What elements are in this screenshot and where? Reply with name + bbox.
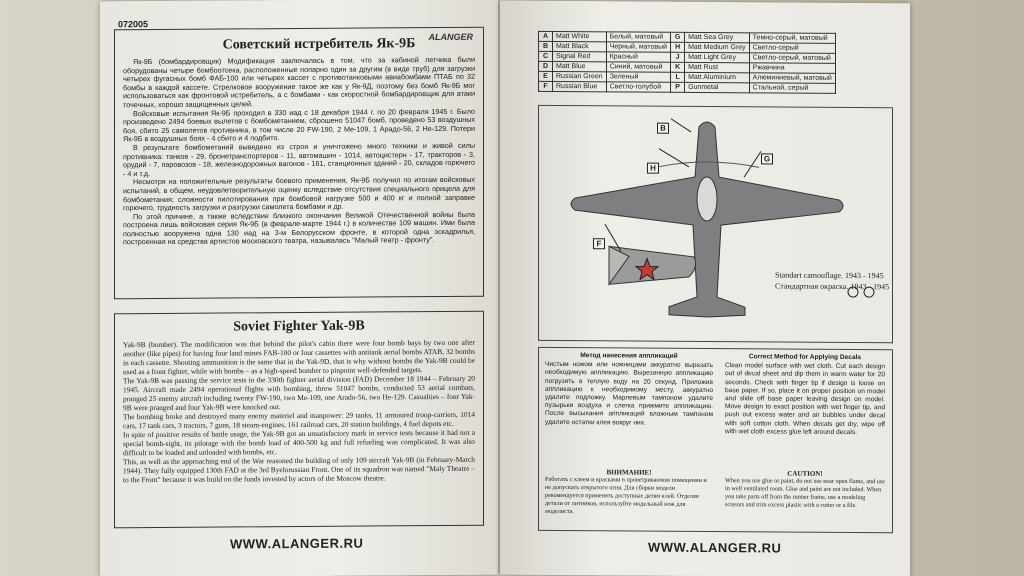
website-url: WWW.ALANGER.RU (230, 535, 364, 552)
decal-method-ru (545, 352, 713, 428)
paint-cell-code2: J (671, 52, 685, 62)
paint-cell-en2: Matt Rust (685, 62, 750, 72)
paint-cell-code: C (539, 51, 553, 61)
decal-method-ru-title: Метод нанесения аппликаций (580, 352, 678, 360)
en-paragraph: The bombing broke and destroyed many enemy materiel and manpower: 29 tanks, 11 armoured troop-carriers, 1014 cars, 17 tank cars, 3 tractors, 7 guns, 18 steam-engines, 161 railroad cars, 20 station buildings, 4 fuel depots etc. (123, 409, 475, 431)
ru-paragraph: По этой причине, а также вследствие близкого окончания Великой Отечественной войны была построена лишь войсковая серия Як-9Б (в феврале-марте 1944 г.) в количестве 109 машин. Ими была полностью вооружена одна 130 иад на 3-м Белорусском фронте, в которой одна эскадрилья, построенная на средства артистов московского театра, называлась "Малый театр - фронту". (123, 209, 475, 247)
instruction-page-left (100, 0, 498, 576)
paint-cell-en: Signal Red (553, 51, 607, 61)
caution-en-text: When you use glue or paint, do not use near open flame, and use in well ventilated room. Glue and paint are not included. When you take parts off from the runner frame, use a modeling scissors and trim excess plastic with a cutter or a file. (725, 477, 885, 510)
camouflage-diagram (538, 105, 893, 343)
caution-en (725, 469, 885, 510)
paint-cell-ru: Черный, матовый (606, 42, 670, 52)
kit-number: 072005 (118, 19, 149, 30)
paint-cell-code2: G (671, 32, 685, 42)
decal-method-en-text: Clean model surface with wet cloth. Cut each design out of decal sheet and dip them in warm water for 20 seconds. Check with finger tip if design is loose on base paper. If so, place it on proper position on model and slide off base paper leaving design on model. Move design to exact position with wet finger tip, and push out excess water and air bubbles under decal with soft cotton cloth. When decals get dry, wipe off with wet cloth excess glue left around decals. (725, 362, 885, 436)
paint-cell-code: B (539, 41, 553, 51)
english-title: Soviet Fighter Yak-9B (233, 318, 365, 335)
paint-cell-en2: Matt Light Grey (685, 52, 750, 62)
paint-cell-ru: Красный (606, 52, 670, 62)
paint-cell-ru2: Ржавчина (749, 63, 835, 74)
paint-color-row (539, 81, 836, 93)
callout-b: B (657, 123, 669, 134)
paint-cell-ru2: Алюминиевый, матовый (749, 73, 835, 84)
callout-g: G (761, 153, 773, 164)
en-paragraph: Yak-9B (bomber). The modification was that behind the pilot's cabin there were four bomb bays by two one after another (like pipes) for having four land mines FAB-100 or four cassettes with antitank aerial bombs ATAB, 32 bombs in each cassette. Shooting ammunition is the same that in the Yak-9D, that is why without bombs the Yak-9B could be used as a front fighter, while with bombs – as a high-speed bomber to pinpoint well-defended targets. (123, 337, 475, 377)
caution-en-title: CAUTION! (787, 469, 823, 478)
paint-cell-ru2: Светло-серый (749, 43, 835, 54)
paint-cell-en2: Matt Aluminium (685, 72, 750, 82)
paint-cell-ru2: Темно-серый, матовый (749, 33, 835, 44)
paint-cell-code: D (539, 61, 553, 71)
paint-color-table (538, 31, 836, 94)
caution-ru-title: ВНИМАНИЕ! (606, 468, 652, 477)
paint-cell-en: Matt Blue (553, 61, 607, 71)
yak-9b-side-detail (609, 246, 696, 285)
paint-cell-ru: Зеленый (606, 72, 670, 82)
ru-paragraph: Як-9Б (бомбардировщик) Модификация заключалась в том, что за кабиной летчика были оборудованы четыре бомбоотсека, расположенные попарно один за другим (в виде труб) для загрузки четырех фугасных бомб ФАБ-100 или четырех кассет с противотанковыми авиабомбами ПТАБ по 32 бомбы в каждой кассете. Стрелковое вооружение такое же как у Як-9Д, поэтому без бомб Як-9Б мог использоваться как фронтовой истребитель, а с бомбами - как скоростной бомбардировщик для атаки точечных, хорошо защищенных целей. (123, 54, 475, 110)
decal-method-en-title: Correct Method for Applying Decals (748, 353, 862, 362)
website-url: WWW.ALANGER.RU (648, 539, 782, 556)
paint-cell-en2: Matt Medium Grey (685, 42, 750, 52)
english-history-box (114, 311, 484, 529)
decal-instructions-box (538, 347, 893, 533)
paint-cell-en: Matt Black (553, 41, 607, 51)
paint-cell-code2: P (671, 82, 685, 92)
paint-cell-en: Matt White (553, 31, 607, 41)
caution-ru-text: Работать с клеем и красками в проветриваемом помещении и не допускать открытого огня. Для сборки модели рекомендуется применять доступные детям клей. Отделяя детали от литников, используйте модельный нож для моделиста. (545, 475, 707, 516)
camouflage-label (775, 269, 889, 292)
paint-cell-ru: Светло-голубой (606, 82, 670, 92)
alanger-logo: ALANGER (428, 31, 473, 43)
paint-cell-en2: Matt Sea Grey (685, 32, 750, 42)
english-history-text (123, 338, 475, 484)
paint-cell-code2: K (671, 62, 685, 72)
paint-cell-ru: Белый, матовый (606, 32, 670, 42)
caution-ru (545, 468, 713, 517)
en-paragraph: This, as well as the approaching end of the War reasoned the building of only 109 aircraft Yak-9B (in February-March 1944). They fully equipped 130th FAD at the 3rd Byelorussian Front. One of its squadron was named "Maly Theatre – to the Front" because it was build on the funds invested by actors of the Moscow theatre. (123, 454, 475, 485)
russian-history-text (123, 56, 475, 248)
paint-cell-ru2: Светло-серый, матовый (749, 53, 835, 64)
paint-cell-code: F (539, 81, 553, 91)
en-paragraph: In spite of positive results of battle usage, the Yak-9B got an unsatisfactory mark in service tests because it had not a special bomb-sight, its pilotage with the bomb load of 400-500 kg and full refueling was complicated. It was also difficult to be loaded and unloaded with bombs, etc. (123, 427, 475, 458)
paint-cell-code: A (539, 31, 553, 41)
decal-method-ru-text: Чистым ножом или ножницами аккуратно вырезать необходимую аппликацию. Вырезанную аппликацию погрузить в теплую воду на 20 секунд. Приложив аппликацию к необходимому месту, аккуратно удалите подложку. Марлевым тампоном удалите пузырьки воздуха и слегка прижмите аппликацию. После высыхания аппликаций влажным тампоном удалите остатки клея вокруг них. (545, 361, 713, 427)
paint-cell-code2: L (671, 72, 685, 82)
paint-cell-en: Russian Green (553, 71, 607, 81)
callout-f: F (593, 238, 605, 249)
ru-paragraph: Войсковые испытания Як-9Б проходил в 330 иад с 18 декабря 1944 г. по 20 февраля 1945 г. Было произведено 2494 боевых вылетов с бомбометанием, сброшено 51047 бомб, проведено 53 воздушных боя, сбито 25 самолетов противника, в том числе 20 FW-190, 2 Me-109, 1 Арадо-56, 2 Не-129. Потери Як-9Б в воздушных боях - 4 сбито и 4 подбито. (123, 106, 475, 144)
russian-title: Советский истребитель Як-9Б (222, 36, 416, 53)
ru-paragraph: В результате бомбометаний выведено из строя и уничтожено много техники и живой силы противника: танков - 29, бронетранспортеров - 11, автомашин - 1014, автоцистерн - 17, тракторов - 3, орудий - 7, паровозов - 18, железнодорожных вагонов - 161, станционных зданий - 20, складов горючего - 4 и т.д. (123, 140, 475, 178)
ru-paragraph: Несмотря на положительные результаты боевого применения, Як-9Б получил по итогам войсковых испытаний, в общем, неудовлетворительную оценку вследствие отсутствия специального прицела для бомбометания; сложности пилотирования при бомбовой нагрузке 500 и 400 кг и полной заправке горючего, трудность загрузки и разгрузки самолета бомбами и др. (123, 175, 475, 213)
paint-cell-ru2: Стальной, серый (749, 83, 835, 94)
camouflage-label-ru: Стандартная окраска. 1943 - 1945 (775, 281, 890, 292)
camouflage-label-en: Standart camouflage. 1943 - 1945 (775, 270, 884, 281)
instruction-page-right (500, 1, 910, 576)
en-paragraph: The Yak-9B was passing the service tests in the 330th fighter aerial division (FAD) December 18 1944 – February 20 1945. Aircraft made 2494 operational flights with bombing, threw 51047 bombs, conducted 53 aerial combats, pranged 25 enemy aircraft including twenty FW-190, two Me-109, one Arado-56, two He-129. Casualties – four Yak-9B were pranged and four Yak-9B were knocked out. (123, 373, 475, 413)
callout-h: H (647, 163, 659, 174)
paint-cell-en2: Gunmetal (685, 82, 750, 92)
decal-method-en (725, 353, 885, 437)
paint-cell-ru: Синий, матовый (606, 62, 670, 72)
russian-history-box (114, 27, 484, 300)
paint-cell-en: Russian Blue (553, 81, 607, 91)
paint-cell-code2: H (671, 42, 685, 52)
paint-cell-code: E (539, 71, 553, 81)
aircraft-drawing (539, 106, 894, 344)
